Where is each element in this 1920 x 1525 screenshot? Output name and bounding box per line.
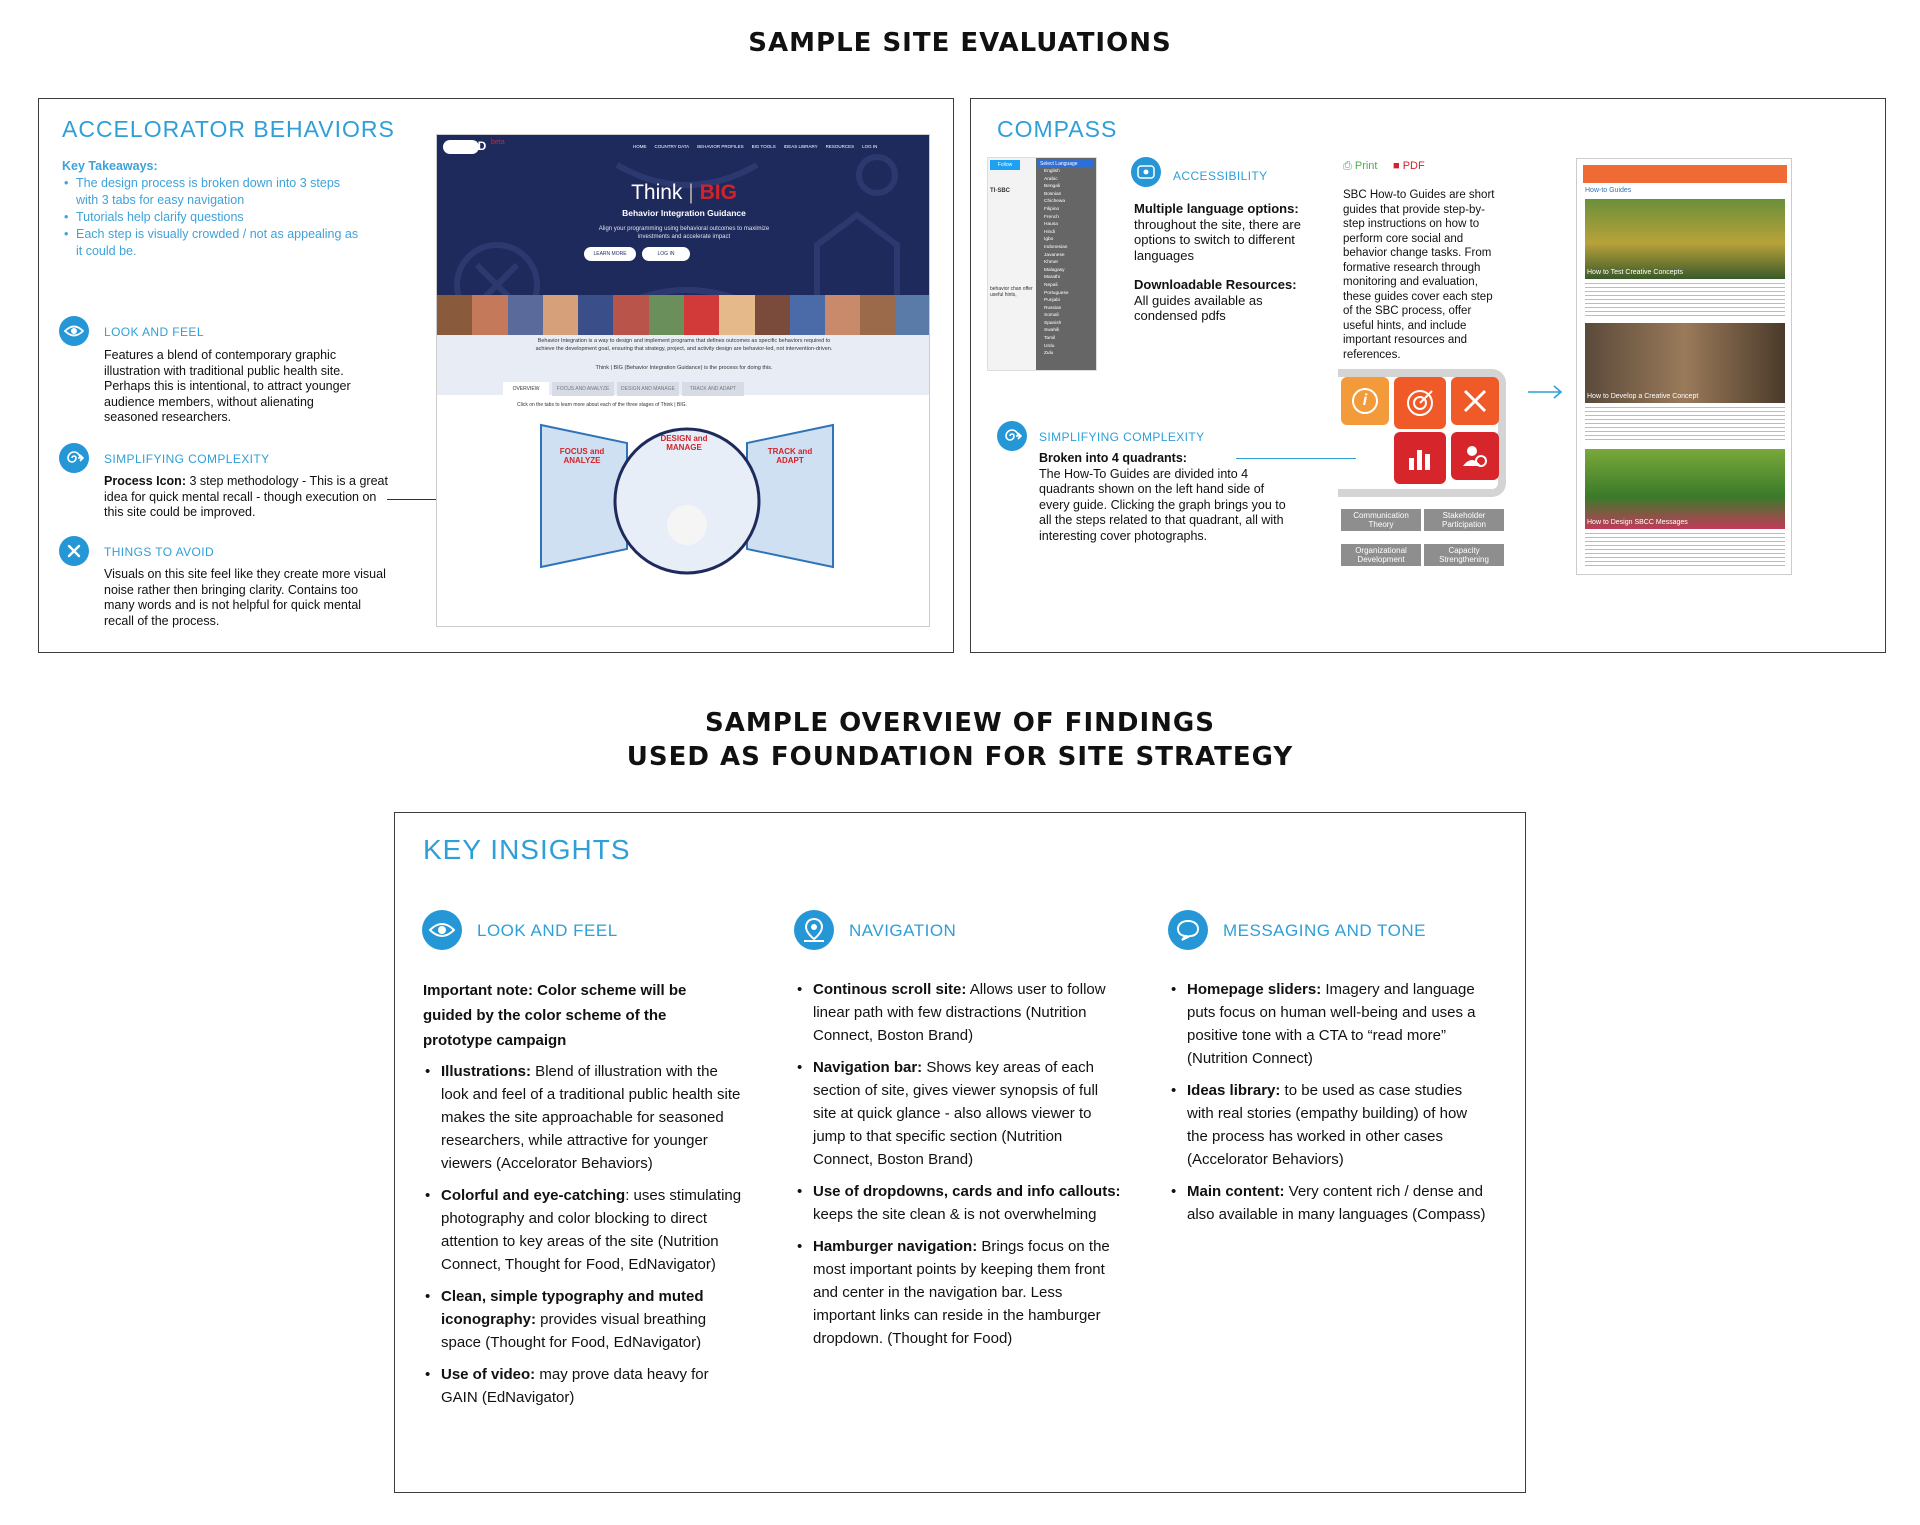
takeaway-item: • The design process is broken down into 3 steps with 3 tabs for easy navigation xyxy=(62,175,362,209)
list-item xyxy=(423,1184,748,1276)
item-text: provides visual breathing space (Thought for Food, EdNavigator) xyxy=(441,1311,707,1351)
takeaway-item: • Each step is visually crowded / not as appealing as it could be. xyxy=(62,226,362,260)
photo-strip xyxy=(437,295,930,335)
compass-simplifying-body: The How-To Guides are divided into 4 quadrants shown on the left hand side of every guide. Clicking the graph brings you to all the steps related to that quadrant, all with interesting cover photographs. xyxy=(1039,466,1286,543)
language-option[interactable]: Hausa xyxy=(1044,222,1058,228)
item-lead: Colorful and eye-catching xyxy=(441,1187,626,1204)
arrow-right-icon xyxy=(1528,385,1564,399)
language-option[interactable]: Bosnian xyxy=(1044,191,1062,197)
language-option[interactable]: Punjabi xyxy=(1044,298,1061,304)
compass-title: COMPASS xyxy=(997,116,1118,142)
list-item xyxy=(795,1235,1125,1350)
color-scheme-note: Important note: Color scheme will be guided by the color scheme of the prototype campaign xyxy=(423,982,687,1049)
language-option[interactable]: Urdu xyxy=(1044,343,1055,349)
tools-icon[interactable] xyxy=(1451,377,1499,425)
language-dropdown[interactable] xyxy=(1036,158,1096,371)
language-option[interactable]: Marathi xyxy=(1044,275,1060,281)
simplifying-lead: Process Icon: xyxy=(104,474,186,488)
people-search-icon[interactable] xyxy=(1451,432,1499,480)
list-item xyxy=(423,1363,748,1409)
item-lead: Clean, simple typography and muted iconography: xyxy=(441,1288,704,1328)
site-evaluations-heading: SAMPLE SITE EVALUATIONS xyxy=(748,28,1172,58)
think-word: Think xyxy=(631,181,683,204)
usaid-site-screenshot xyxy=(436,134,930,627)
eye-icon xyxy=(422,910,462,950)
list-item xyxy=(1169,978,1489,1070)
accelerator-panel xyxy=(38,98,954,653)
item-lead: Homepage sliders: xyxy=(1187,981,1322,998)
hero-tagline: Align your programming using behavioral outcomes to maximize investments and accelerate impact xyxy=(598,226,770,240)
info-icon[interactable]: i xyxy=(1341,377,1389,425)
site-nav xyxy=(633,144,877,149)
how-to-heading: How-to Guides xyxy=(1585,187,1632,194)
guide-photo-1 xyxy=(1585,199,1785,279)
language-option[interactable]: Malagasy xyxy=(1044,267,1065,273)
simplifying-heading: SIMPLIFYING COMPLEXITY xyxy=(104,452,270,466)
language-option[interactable]: French xyxy=(1044,214,1059,220)
takeaway-item: • Tutorials help clarify questions xyxy=(62,209,362,226)
hero-subtitle: Behavior Integration Guidance xyxy=(622,208,746,218)
language-body: throughout the site, there are options to switch to different languages xyxy=(1134,216,1301,263)
close-icon xyxy=(59,536,89,566)
language-option[interactable]: English xyxy=(1044,169,1060,174)
item-lead: Use of video: xyxy=(441,1366,536,1383)
compass-simplifying-heading: SIMPLIFYING COMPLEXITY xyxy=(1039,430,1205,444)
item-text: may prove data heavy for GAIN (EdNavigator) xyxy=(441,1366,709,1406)
tab-hint: Click on the tabs to learn more about each of the three stages of Think | BIG. xyxy=(517,402,687,408)
item-text: Allows user to follow linear path with few distractions (Nutrition Connect, Boston Brand) xyxy=(813,981,1106,1044)
list-item xyxy=(795,1056,1125,1171)
insights-messaging-heading: MESSAGING AND TONE xyxy=(1223,921,1426,940)
language-option[interactable]: Portuguese xyxy=(1044,290,1069,296)
chart-icon[interactable] xyxy=(1394,432,1446,484)
guide-description: SBC How-to Guides are short guides that provide step-by-step instructions on how to perform core social and behavior change tasks. From formative research through monitoring and evaluation, these guides cover each step of the SBC process, offer useful hints, and include important resources and references. xyxy=(1343,189,1495,361)
compass-simplifying-lead: Broken into 4 quadrants: xyxy=(1039,451,1187,465)
tile-capacity-strengthening[interactable]: Capacity Strengthening xyxy=(1424,544,1504,566)
simplifying-body: 3 step methodology - This is a great idea for quick mental recall - though execution on this site could be improved. xyxy=(104,474,388,519)
chat-bubble-icon xyxy=(1168,910,1208,950)
overview-heading-line-1: SAMPLE OVERVIEW OF FINDINGS xyxy=(705,708,1215,738)
accelerator-title: ACCELORATOR BEHAVIORS xyxy=(62,116,395,142)
nav-item[interactable]: LOG IN xyxy=(862,144,878,149)
avoid-text: Visuals on this site feel like they create more visual noise rather then bringing clarity. Contains too many words and is not helpful for quick mental recall of the process. xyxy=(104,567,386,628)
compass-panel xyxy=(970,98,1886,653)
nav-item[interactable]: BIG TOOLS xyxy=(751,144,776,149)
tab-overview[interactable]: OVERVIEW xyxy=(503,382,549,396)
item-lead: Ideas library: xyxy=(1187,1082,1281,1099)
language-option[interactable]: Zulu xyxy=(1044,351,1054,357)
language-site-screenshot: Follow TI·SBC behavior chan offer useful hints, Select Language English Arabic Bengali Bosnian Chichewa Filipino French Hausa Hindi Igbo Indonesian Javanese Khmer Malagasy Marathi Nepali Portuguese Punjabi Russian Somali Spanish Swahili Tamil Urdu Zulu xyxy=(987,157,1097,371)
pdf-link[interactable]: ■ PDF xyxy=(1393,160,1425,172)
tab-design[interactable]: DESIGN AND MANAGE xyxy=(617,382,679,396)
item-lead: Illustrations: xyxy=(441,1063,532,1080)
list-item xyxy=(795,978,1125,1047)
list-item xyxy=(423,1060,748,1175)
item-text: Imagery and language puts focus on human well-being and uses a positive tone with a CTA to “read more” (Nutrition Connect) xyxy=(1187,981,1476,1067)
tile-communication-theory[interactable]: Communication Theory xyxy=(1341,509,1421,531)
language-option[interactable]: Khmer xyxy=(1044,260,1059,266)
messaging-list xyxy=(1169,978,1489,1235)
item-text: : uses stimulating photography and color blocking to direct attention to key areas of the site (Nutrition Connect, Thought for Food, EdNavigator) xyxy=(441,1187,742,1273)
language-note xyxy=(1134,201,1309,263)
follow-button[interactable]: Follow xyxy=(990,160,1020,170)
key-insights-title: KEY INSIGHTS xyxy=(423,834,631,865)
nav-item[interactable]: BEHAVIOR PROFILES xyxy=(697,144,744,149)
guide-caption-2[interactable]: How to Develop a Creative Concept xyxy=(1587,393,1699,400)
key-takeaways xyxy=(62,158,382,260)
nav-item[interactable]: IDEAS LIBRARY xyxy=(783,144,818,149)
stage-tabs xyxy=(503,382,744,396)
item-lead: Main content: xyxy=(1187,1183,1285,1200)
select-language[interactable]: Select Language xyxy=(1038,160,1094,168)
map-pin-icon xyxy=(794,910,834,950)
list-item xyxy=(1169,1079,1489,1171)
target-icon[interactable] xyxy=(1394,377,1446,429)
language-option[interactable]: Tamil xyxy=(1044,336,1056,342)
list-item xyxy=(795,1180,1125,1226)
item-lead: Continous scroll site: xyxy=(813,981,967,998)
log-in-button[interactable]: LOG IN xyxy=(642,247,690,261)
item-lead: Hamburger navigation: xyxy=(813,1238,978,1255)
key-insights-panel xyxy=(394,812,1526,1493)
think-big-title: Think | BIG xyxy=(631,181,737,204)
intro-text-2: Think | BIG (Behavior Integration Guidance) is the process for doing this. xyxy=(595,365,773,371)
language-option[interactable]: Hindi xyxy=(1044,229,1055,235)
avoid-heading: THINGS TO AVOID xyxy=(104,545,215,559)
guide-caption-3[interactable]: How to Design SBCC Messages xyxy=(1587,519,1688,526)
nav-item[interactable]: HOME xyxy=(633,144,647,149)
language-list xyxy=(1038,168,1094,358)
language-lead: Multiple language options: xyxy=(1134,201,1299,216)
download-note xyxy=(1134,277,1304,324)
key-takeaways-label: Key Takeaways: xyxy=(62,159,158,173)
pdf-label: PDF xyxy=(1402,160,1425,172)
overview-heading-line-2: USED AS FOUNDATION FOR SITE STRATEGY xyxy=(626,742,1294,772)
list-item xyxy=(423,1285,748,1354)
language-option[interactable]: Swahili xyxy=(1044,328,1060,334)
list-item xyxy=(1169,1180,1489,1226)
look-feel-heading: LOOK AND FEEL xyxy=(104,325,204,339)
language-option[interactable]: Javanese xyxy=(1044,252,1065,258)
tile-stakeholder-participation[interactable]: Stakeholder Participation xyxy=(1424,509,1504,531)
intro-text: Behavior Integration is a way to design and implement programs that defines outcomes as specific behaviors required to achieve the development goal, ensuring that strategy, project, and activity design are behavior-led, not intervention-driven. xyxy=(535,338,833,352)
language-option[interactable]: Russian xyxy=(1044,305,1062,311)
item-text: keeps the site clean & is not overwhelming xyxy=(813,1206,1097,1223)
look-feel-list xyxy=(423,1060,748,1418)
language-option[interactable]: Somali xyxy=(1044,313,1059,319)
print-label: Print xyxy=(1354,160,1378,172)
eye-icon xyxy=(59,316,89,346)
look-feel-text: Features a blend of contemporary graphic illustration with traditional public health site. Perhaps this is intentional, to attract younger audience members, without alienating seasoned researchers. xyxy=(104,348,351,424)
learn-more-button[interactable]: LEARN MORE xyxy=(584,247,636,261)
download-body: All guides available as condensed pdfs xyxy=(1134,292,1263,323)
language-option[interactable]: Arabic xyxy=(1044,176,1058,182)
language-option[interactable]: Filipino xyxy=(1044,206,1060,212)
tab-focus[interactable]: FOCUS AND ANALYZE xyxy=(552,382,614,396)
language-option[interactable]: Igbo xyxy=(1044,237,1054,243)
insights-look-feel-heading: LOOK AND FEEL xyxy=(477,921,618,940)
nav-item[interactable]: RESOURCES xyxy=(825,144,855,149)
language-option[interactable]: Bengali xyxy=(1044,184,1061,190)
guide-photo-2 xyxy=(1585,323,1785,403)
spiral-arrow-icon xyxy=(997,421,1027,451)
download-lead: Downloadable Resources: xyxy=(1134,277,1297,292)
item-text: Shows key areas of each section of site, gives viewer synopsis of full site at quick glance - also allows viewer to jump to that specific section (Nutrition Connect, Boston Brand) xyxy=(813,1059,1099,1168)
guide-caption-1[interactable]: How to Test Creative Concepts xyxy=(1587,269,1683,276)
simplifying-text xyxy=(104,474,389,521)
tile-organizational-development[interactable]: Organizational Development xyxy=(1341,544,1421,566)
item-text: Very content rich / dense and also available in many languages (Compass) xyxy=(1187,1183,1486,1223)
track-stage: TRACK and ADAPT xyxy=(767,447,813,465)
item-text: Brings focus on the most important points by keeping them front and center in the navigation bar. Less important links can reside in the hamburger dropdown. (Thought for Food) xyxy=(813,1238,1110,1347)
navigation-list xyxy=(795,978,1125,1359)
print-link[interactable]: ⎙ Print xyxy=(1343,160,1378,172)
spiral-arrow-icon xyxy=(59,443,89,473)
item-lead: Navigation bar: xyxy=(813,1059,923,1076)
item-text: Blend of illustration with the look and feel of a traditional public health site makes the site approachable for seasoned researchers, while attractive for younger viewers (Accelorator Behaviors) xyxy=(441,1063,741,1172)
guide-photo-3 xyxy=(1585,449,1785,529)
item-text: to be used as case studies with real stories (empathy building) of how the process has worked in other cases (Accelorator Behaviors) xyxy=(1187,1082,1468,1168)
focus-stage: FOCUS and ANALYZE xyxy=(559,447,605,465)
guides-page-screenshot xyxy=(1576,158,1792,575)
beta-label: beta xyxy=(491,139,505,146)
tab-track[interactable]: TRACK AND ADAPT xyxy=(682,382,744,396)
usaid-logo: USAID xyxy=(449,139,487,153)
language-option[interactable]: Nepali xyxy=(1044,282,1058,288)
item-lead: Use of dropdowns, cards and info callouts: xyxy=(813,1183,1121,1200)
big-word: BIG xyxy=(699,181,737,204)
accessibility-heading: ACCESSIBILITY xyxy=(1173,169,1268,183)
compass-simplifying-text xyxy=(1039,451,1289,544)
design-stage: DESIGN and MANAGE xyxy=(660,434,708,452)
nav-item[interactable]: COUNTRY DATA xyxy=(654,144,690,149)
language-option[interactable]: Spanish xyxy=(1044,320,1062,326)
insights-navigation-heading: NAVIGATION xyxy=(849,921,957,940)
language-option[interactable]: Indonesian xyxy=(1044,244,1068,250)
language-option[interactable]: Chichewa xyxy=(1044,199,1066,205)
accessibility-icon xyxy=(1131,157,1161,187)
